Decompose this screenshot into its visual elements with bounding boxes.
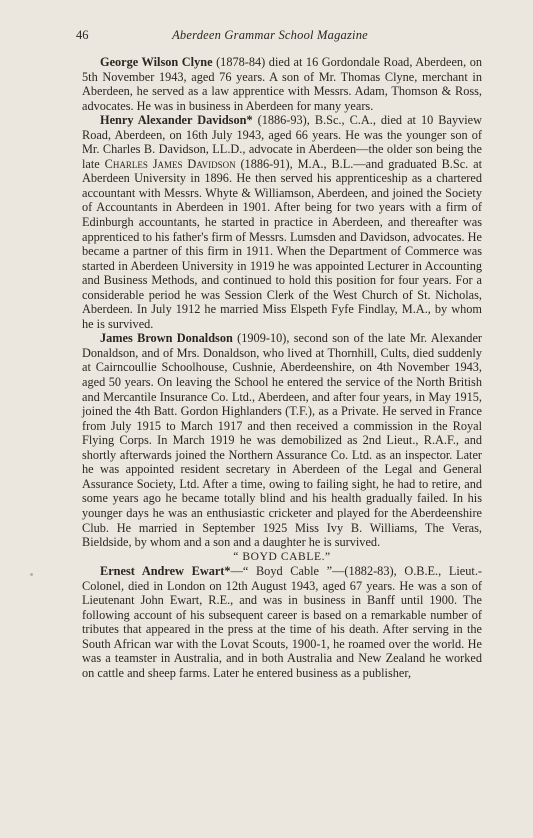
page-header (70, 28, 470, 46)
section-heading: “ BOYD CABLE.” (233, 550, 331, 563)
obituary-text: (1909-10), second son of the late Mr. Alexander Donaldson, and of Mrs. Donaldson, who lived at Thornhill, Cults, died suddenly at Cairncoullie Schoolhouse, Cushnie, Aberdeenshire, on 4th November 1943, aged 50 years. On leaving the School he entered the service of the North British and Mercantile Insurance Co. Ltd., Aberdeen, and after four years, in May 1915, joined the 4th Batt. Gordon Highlanders (T.F.), as a Private. He served in France from July 1915 to March 1917 and then received a commission in the Royal Flying Corps. In March 1919 he was demobilized as 2nd Lieut., R.A.F., and shortly afterwards joined the Northern Assurance Co. Ltd. as an inspector. Later he was appointed resident secretary in Aberdeen of the Legal and General Assurance Society, Ltd. After a time, owing to failing sight, he had to retire, and some years ago he became totally blind and his health gradually failed. In his younger days he was an enthusiastic cricketer and played for the Aberdeenshire Club. He married in September 1925 Miss Ivy B. Williams, The Veras, Bieldside, by whom and a son and a daughter he is survived. (82, 331, 482, 550)
obituary-text: (1878-84) died at 16 Gordondale Road, Aberdeen, on 5th November 1943, aged 76 years. A son of Mr. Thomas Clyne, merchant in Aberdeen, he served as a law apprentice with Messrs. Adam, Thomson & Ross, advocates. He was in business in Aberdeen for many years. (82, 55, 482, 113)
obituary-entry (82, 564, 482, 680)
obituary-entry (82, 331, 482, 549)
person-name: James Brown Donaldson (100, 331, 233, 346)
page-number: 46 (76, 28, 89, 42)
person-name: George Wilson Clyne (100, 55, 213, 69)
obituary-text: (1886-91), M.A., B.L.—and graduated B.Sc. at Aberdeen University in 1896. He then served his apprenticeship as a chartered accountant with Messrs. Whyte & Williamson, Aberdeen, and joined the Society of Accountants in Aberdeen in 1901. After being for two years with a firm of Edinburgh accountants, he started in practice in Aberdeen, and thereafter was apprenticed to his father's firm of Messrs. Lumsden and Davidson, advocates. He became a partner of this firm in 1911. When the Department of Commerce was started in Aberdeen University in 1919 he was appointed Lecturer in Accounting and Business Methods, and continued to hold this position for four years. For a considerable period he was Session Clerk of the West Church of St. Nicholas, Aberdeen. In July 1912 he married Miss Elspeth Fyfe Findlay, M.A., by whom he is survived. (82, 156, 482, 331)
person-name: Henry Alexander Davidson* (100, 113, 253, 128)
related-person-name: Charles James Davidson (104, 156, 236, 171)
person-name: Ernest Andrew Ewart* (100, 564, 231, 579)
obituary-text: (1886-93), B.Sc., C.A., died at 10 Bayview Road, Aberdeen, on 16th July 1943, aged 66 years. He was the younger son of Mr. Charles B. Davidson, LL.D., advocate in Aberdeen—the older son being the late (82, 113, 482, 171)
running-title: Aberdeen Grammar School Magazine (172, 28, 368, 42)
obituary-column (82, 55, 482, 681)
obituary-text: —“ Boyd Cable ”—(1882-83), O.B.E., Lieut.-Colonel, died in London on 12th August 1943, aged 67 years. He was a son of Lieutenant John Ewart, R.E., and was in business in Banff until 1900. The following account of his subsequent career is based on a remarkable number of tributes that appeared in the press at the time of his death. After serving in the South African war with the Lovat Scouts, 1900-1, he roamed over the world. He was a teamster in Australia, and in both Australia and New Zealand he worked on cattle and sheep farms. Later he entered business as a publisher, (82, 564, 482, 680)
obituary-entry (82, 55, 482, 113)
paper-speck (30, 573, 33, 576)
obituary-entry (82, 113, 482, 331)
